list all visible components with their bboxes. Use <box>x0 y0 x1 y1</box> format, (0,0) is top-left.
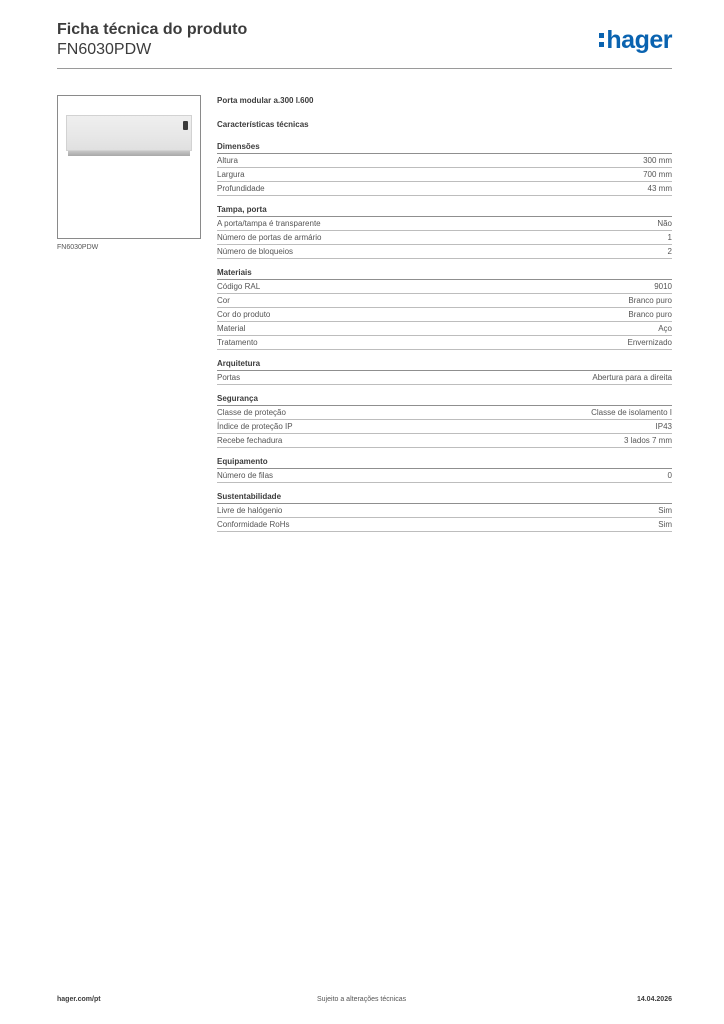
spec-row <box>217 336 672 350</box>
spec-label: Conformidade RoHs <box>217 520 290 529</box>
spec-value: 0 <box>667 471 672 480</box>
spec-row <box>217 308 672 322</box>
spec-value: IP43 <box>655 422 672 431</box>
spec-value: Sim <box>658 506 672 515</box>
footer-website[interactable]: hager.com/pt <box>57 996 101 1003</box>
spec-row <box>217 434 672 448</box>
spec-value: 2 <box>667 247 672 256</box>
spec-label: Material <box>217 324 246 333</box>
spec-row <box>217 469 672 483</box>
spec-value: Classe de isolamento I <box>591 408 672 417</box>
spec-section <box>217 204 672 259</box>
section-title: Tampa, porta <box>217 204 672 217</box>
product-image <box>57 95 201 239</box>
hager-logo <box>599 24 672 56</box>
product-image-caption: FN6030PDW <box>57 244 99 251</box>
spec-row <box>217 217 672 231</box>
spec-label: Largura <box>217 170 245 179</box>
spec-row <box>217 294 672 308</box>
spec-value: 700 mm <box>643 170 672 179</box>
spec-row <box>217 420 672 434</box>
spec-label: Índice de proteção IP <box>217 422 293 431</box>
spec-value: Sim <box>658 520 672 529</box>
product-name: Porta modular a.300 l.600 <box>217 96 314 105</box>
spec-value: 3 lados 7 mm <box>623 436 672 445</box>
spec-label: Altura <box>217 156 238 165</box>
spec-label: Código RAL <box>217 282 261 291</box>
spec-row <box>217 168 672 182</box>
lock-icon <box>183 121 188 130</box>
spec-label: Número de filas <box>217 471 274 480</box>
footer-note: Sujeito a alterações técnicas <box>317 996 407 1003</box>
spec-value: Abertura para a direita <box>592 373 672 382</box>
characteristics-sections <box>217 141 672 532</box>
spec-row <box>217 280 672 294</box>
section-title: Materiais <box>217 267 672 280</box>
spec-row <box>217 371 672 385</box>
section-title: Segurança <box>217 393 672 406</box>
spec-row <box>217 154 672 168</box>
spec-value: 9010 <box>654 282 672 291</box>
spec-label: Portas <box>217 373 241 382</box>
page-header <box>57 20 672 68</box>
spec-label: Cor do produto <box>217 310 271 319</box>
door-panel-edge <box>68 151 190 156</box>
spec-row <box>217 504 672 518</box>
spec-row <box>217 245 672 259</box>
spec-value: 1 <box>667 233 672 242</box>
spec-row <box>217 231 672 245</box>
spec-value: Branco puro <box>628 310 672 319</box>
product-reference: FN6030PDW <box>57 41 152 58</box>
spec-label: Profundidade <box>217 184 265 193</box>
section-title: Equipamento <box>217 456 672 469</box>
spec-label: Tratamento <box>217 338 258 347</box>
spec-section <box>217 358 672 385</box>
spec-value: Aço <box>658 324 672 333</box>
spec-section <box>217 267 672 350</box>
spec-row <box>217 322 672 336</box>
spec-value: Não <box>657 219 672 228</box>
header-divider <box>57 68 672 69</box>
spec-section <box>217 141 672 196</box>
technical-sheet <box>217 95 672 540</box>
spec-label: Livre de halógenio <box>217 506 283 515</box>
spec-value: Branco puro <box>628 296 672 305</box>
section-title: Sustentabilidade <box>217 491 672 504</box>
section-title: Arquitetura <box>217 358 672 371</box>
spec-row <box>217 518 672 532</box>
spec-section <box>217 456 672 483</box>
section-title: Dimensões <box>217 141 672 154</box>
document-title: Ficha técnica do produto <box>57 21 248 38</box>
door-panel-icon <box>66 115 192 151</box>
technical-characteristics-heading: Características técnicas <box>217 120 309 129</box>
spec-value: 43 mm <box>647 184 672 193</box>
spec-label: Cor <box>217 296 230 305</box>
spec-row <box>217 406 672 420</box>
spec-label: A porta/tampa é transparente <box>217 219 321 228</box>
spec-label: Recebe fechadura <box>217 436 283 445</box>
spec-label: Classe de proteção <box>217 408 286 417</box>
spec-value: Envernizado <box>627 338 672 347</box>
spec-value: 300 mm <box>643 156 672 165</box>
logo-text: hager <box>606 25 672 54</box>
spec-section <box>217 393 672 448</box>
spec-row <box>217 182 672 196</box>
footer-date: 14.04.2026 <box>636 996 672 1003</box>
logo-dots-icon <box>599 33 604 47</box>
spec-label: Número de bloqueios <box>217 247 294 256</box>
spec-section <box>217 491 672 532</box>
spec-label: Número de portas de armário <box>217 233 322 242</box>
